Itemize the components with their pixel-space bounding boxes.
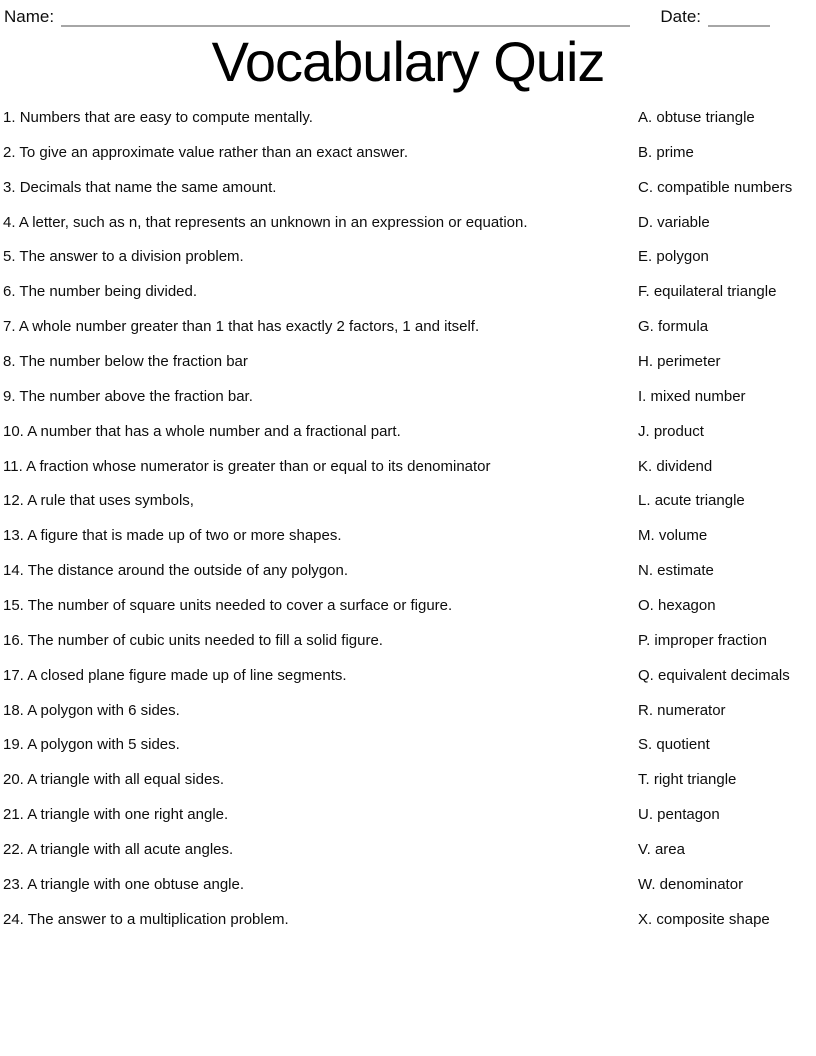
question-number: 14. (3, 562, 24, 580)
question-text: A triangle with one right angle. (27, 806, 229, 824)
answer-item (638, 805, 816, 824)
answer-letter: H. (638, 353, 653, 371)
name-label: Name: (4, 7, 55, 26)
answer-letter: B. (638, 143, 653, 161)
question-item (3, 108, 638, 127)
name-blank-line (61, 8, 630, 27)
question-text: A fraction whose numerator is greater than or equal to its denominator (26, 457, 491, 475)
question-item (3, 805, 638, 824)
question-item (3, 387, 638, 406)
question-text: A rule that uses symbols, (27, 492, 194, 510)
answer-item (638, 422, 816, 441)
quiz-row (3, 701, 816, 736)
quiz-row (3, 735, 816, 770)
question-text: To give an approximate value rather than an exact answer. (19, 143, 408, 161)
quiz-row (3, 143, 816, 178)
question-text: The number below the fraction bar (19, 353, 248, 371)
question-text: A figure that is made up of two or more shapes. (27, 527, 342, 545)
answer-text: acute triangle (654, 492, 745, 510)
question-number: 17. (3, 666, 24, 684)
quiz-row (3, 875, 816, 910)
answer-item (638, 108, 816, 127)
question-number: 20. (3, 771, 24, 789)
answer-text: formula (658, 318, 709, 336)
question-text: The answer to a multiplication problem. (27, 910, 289, 928)
question-number: 13. (3, 527, 24, 545)
answer-letter: U. (638, 806, 653, 824)
answer-text: hexagon (658, 597, 716, 615)
quiz-row (3, 282, 816, 317)
answer-letter: M. (638, 527, 655, 545)
answer-letter: K. (638, 457, 653, 475)
question-number: 19. (3, 736, 24, 754)
answer-text: product (653, 422, 704, 440)
question-text: A triangle with all equal sides. (27, 771, 224, 789)
quiz-row (3, 596, 816, 631)
question-number: 9. (3, 387, 16, 405)
answer-letter: N. (638, 562, 653, 580)
quiz-row (3, 457, 816, 492)
question-item (3, 875, 638, 894)
question-item (3, 770, 638, 789)
answer-text: dividend (656, 457, 713, 475)
answer-letter: E. (638, 248, 653, 266)
question-text: The distance around the outside of any polygon. (27, 562, 348, 580)
question-text: The number above the fraction bar. (19, 387, 253, 405)
answer-item (638, 770, 816, 789)
answer-item (638, 875, 816, 894)
answer-text: volume (658, 527, 708, 545)
question-item (3, 317, 638, 336)
answer-text: perimeter (657, 353, 721, 371)
quiz-row (3, 352, 816, 387)
question-number: 18. (3, 701, 24, 719)
answer-item (638, 526, 816, 545)
date-blank-line (708, 8, 770, 27)
quiz-row (3, 666, 816, 701)
answer-item (638, 561, 816, 580)
quiz-row (3, 631, 816, 666)
quiz-row (3, 108, 816, 143)
answer-text: prime (656, 143, 694, 161)
answer-letter: O. (638, 597, 654, 615)
answer-letter: C. (638, 178, 653, 196)
answer-text: composite shape (656, 910, 770, 928)
question-text: A polygon with 5 sides. (27, 736, 180, 754)
answer-letter: T. (638, 771, 650, 789)
answer-item (638, 178, 816, 197)
answer-item (638, 457, 816, 476)
quiz-row (3, 247, 816, 282)
question-number: 5. (3, 248, 16, 266)
answer-text: obtuse triangle (656, 109, 755, 126)
quiz-row (3, 840, 816, 875)
question-text: The number of square units needed to cover a surface or figure. (27, 597, 453, 615)
question-text: The number being divided. (19, 283, 198, 301)
question-item (3, 910, 638, 929)
question-text: A triangle with all acute angles. (27, 841, 234, 859)
answer-letter: L. (638, 492, 651, 510)
question-text: A number that has a whole number and a fractional part. (27, 422, 401, 440)
answer-item (638, 143, 816, 162)
answer-text: area (654, 841, 685, 859)
answer-letter: P. (638, 631, 651, 649)
answer-text: denominator (659, 875, 744, 893)
question-text: A polygon with 6 sides. (27, 701, 180, 719)
answer-letter: G. (638, 318, 654, 336)
question-number: 8. (3, 353, 16, 371)
answer-text: estimate (657, 562, 714, 580)
answer-letter: V. (638, 841, 651, 859)
answer-item (638, 282, 816, 301)
question-item (3, 213, 638, 232)
answer-text: pentagon (657, 806, 720, 824)
answer-letter: X. (638, 910, 653, 928)
question-number: 6. (3, 283, 16, 301)
answer-text: compatible numbers (657, 178, 793, 196)
answer-item (638, 840, 816, 859)
answer-item (638, 735, 816, 754)
answer-item (638, 666, 816, 685)
question-text: A closed plane figure made up of line segments. (27, 666, 347, 684)
question-text: The number of cubic units needed to fill a solid figure. (27, 631, 383, 649)
question-number: 24. (3, 910, 24, 928)
question-number: 12. (3, 492, 24, 510)
quiz-row (3, 317, 816, 352)
answer-letter: Q. (638, 666, 654, 684)
question-text: Decimals that name the same amount. (19, 178, 277, 196)
quiz-row (3, 526, 816, 561)
answer-item (638, 213, 816, 232)
question-item (3, 247, 638, 266)
quiz-rows (0, 108, 816, 945)
quiz-row (3, 805, 816, 840)
quiz-row (3, 770, 816, 805)
quiz-row (3, 387, 816, 422)
question-item (3, 596, 638, 615)
answer-text: polygon (656, 248, 709, 266)
quiz-row (3, 491, 816, 526)
answer-item (638, 631, 816, 650)
answer-item (638, 247, 816, 266)
answer-item (638, 596, 816, 615)
question-item (3, 457, 638, 476)
question-number: 23. (3, 875, 24, 893)
question-item (3, 561, 638, 580)
answer-text: equivalent decimals (658, 666, 790, 684)
question-text: A letter, such as n, that represents an unknown in an expression or equation. (18, 213, 528, 231)
question-item (3, 178, 638, 197)
answer-text: equilateral triangle (653, 283, 777, 301)
quiz-row (3, 422, 816, 457)
answer-item (638, 352, 816, 371)
question-number: 1. (3, 109, 16, 126)
question-item (3, 422, 638, 441)
question-number: 21. (3, 806, 24, 824)
answer-letter: D. (638, 213, 653, 231)
question-item (3, 735, 638, 754)
question-item (3, 666, 638, 685)
answer-letter: W. (638, 875, 656, 893)
question-number: 16. (3, 631, 24, 649)
answer-item (638, 491, 816, 510)
quiz-row (3, 178, 816, 213)
question-number: 3. (3, 178, 16, 196)
question-number: 7. (3, 318, 16, 336)
question-item (3, 631, 638, 650)
answer-text: mixed number (650, 387, 746, 405)
question-item (3, 282, 638, 301)
question-number: 22. (3, 841, 24, 859)
question-number: 15. (3, 597, 24, 615)
answer-item (638, 387, 816, 406)
question-item (3, 701, 638, 720)
question-text: A whole number greater than 1 that has exactly 2 factors, 1 and itself. (18, 318, 480, 336)
question-text: The answer to a division problem. (19, 248, 244, 266)
answer-item (638, 317, 816, 336)
answer-letter: R. (638, 701, 653, 719)
quiz-row (3, 910, 816, 945)
answer-item (638, 701, 816, 720)
answer-letter: I. (638, 387, 647, 405)
answer-letter: J. (638, 422, 650, 440)
question-text: Numbers that are easy to compute mentally. (19, 109, 313, 126)
answer-text: quotient (656, 736, 710, 754)
question-item (3, 352, 638, 371)
question-number: 2. (3, 143, 16, 161)
question-item (3, 143, 638, 162)
question-number: 4. (3, 213, 16, 231)
date-label: Date: (660, 7, 701, 26)
question-item (3, 840, 638, 859)
answer-letter: F. (638, 283, 650, 301)
question-number: 11. (3, 457, 23, 475)
header (0, 0, 816, 27)
question-item (3, 526, 638, 545)
quiz-row (3, 213, 816, 248)
answer-letter: S. (638, 736, 653, 754)
quiz-row (3, 561, 816, 596)
question-item (3, 491, 638, 510)
answer-item (638, 910, 816, 929)
answer-letter: A. (638, 109, 653, 126)
answer-text: numerator (657, 701, 726, 719)
answer-text: right triangle (653, 771, 737, 789)
question-text: A triangle with one obtuse angle. (27, 875, 245, 893)
question-number: 10. (3, 422, 24, 440)
page-title: Vocabulary Quiz (211, 30, 605, 93)
answer-text: variable (657, 213, 710, 231)
answer-text: improper fraction (654, 631, 767, 649)
